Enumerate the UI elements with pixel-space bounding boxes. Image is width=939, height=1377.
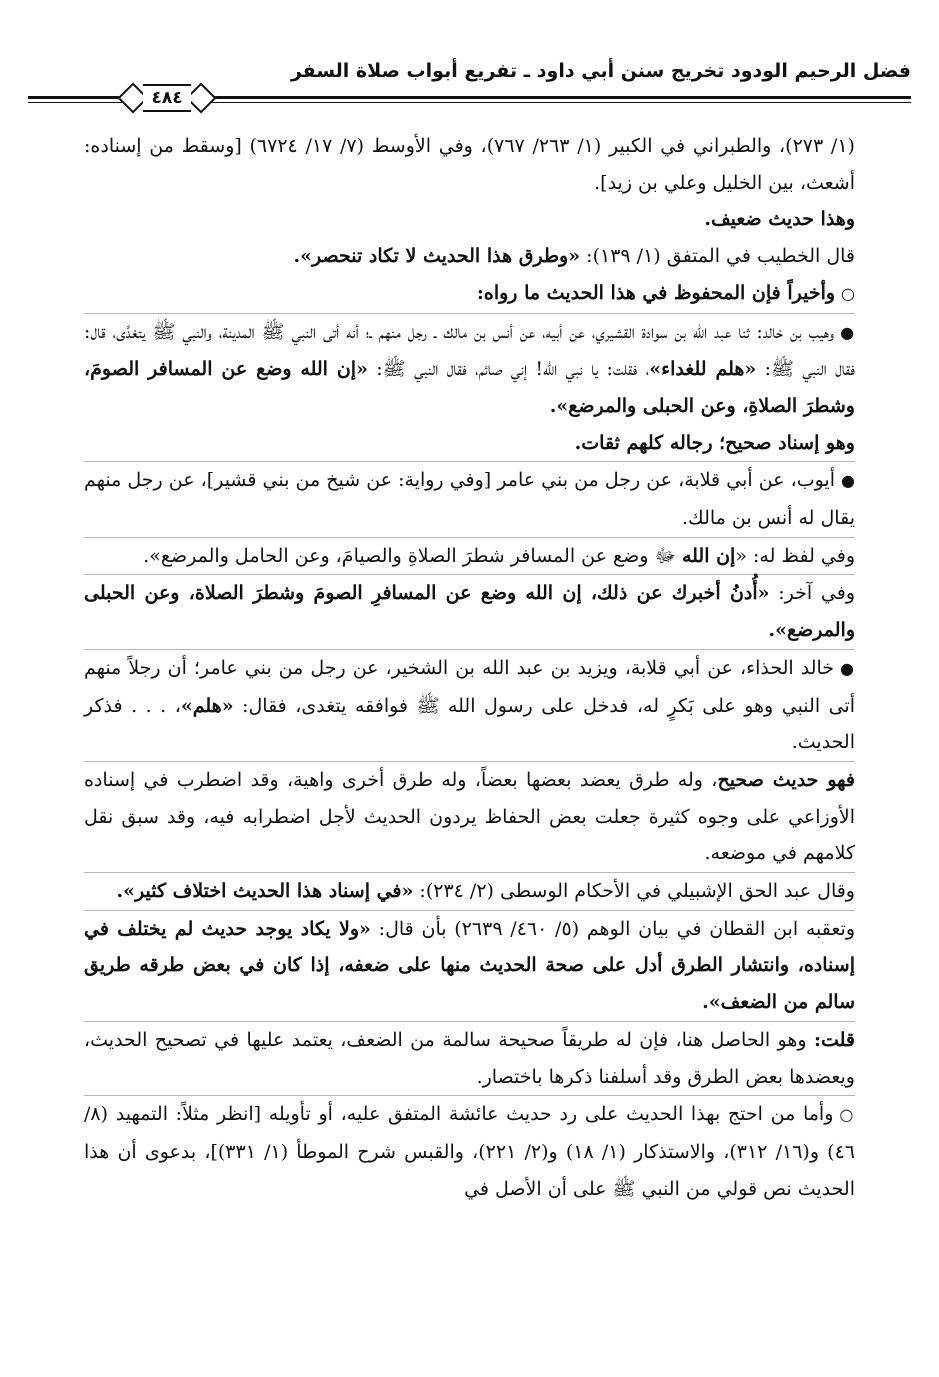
paragraph-14 — [84, 1021, 855, 1095]
paragraph-text: قال الخطيب في المتفق (١/ ١٣٩): — [580, 245, 855, 268]
filled-circle-bullet-icon: ● — [840, 658, 855, 678]
paragraph-text: ، . . . فذكر الحديث. — [84, 694, 855, 754]
page-number-ornament — [124, 84, 210, 112]
quote-text: «ولا يكاد يوجد حديث لم يختلف في إسناده، وانتشار الطرق أدل على صحة الحديث منها على ضعفه، إذا كان في بعض طرقه طريق سالم من الضعف». — [84, 917, 855, 1014]
paragraph-2 — [84, 201, 855, 238]
paragraph-text: أيوب، عن أبي قلابة، عن رجل من بني عامر [وفي رواية: عن شيخ من بني قشير]، عن رجل منهم يقال له أنس بن مالك. — [84, 469, 855, 530]
paragraph-text: خالد الحذاء، عن أبي قلابة، ويزيد بن عبد الله بن الشخير، عن رجل من بني عامر؛ أن رجلاً منهم أتى النبي وهو على بَكرٍ له، فدخل على رسول الله ﷺ فوافقه يتغدى، فقال: — [84, 656, 856, 717]
hollow-circle-bullet-icon: ○ — [839, 1105, 855, 1125]
page-number: ٤٨٤ — [143, 84, 190, 112]
quote-text: «إن الله وضع عن المسافر الصومَ، وشطرَ الصلاةِ، وعن الحبلى والمرضع». — [84, 358, 855, 417]
paragraph-text: وفي لفظ له: « — [735, 544, 855, 567]
paragraph-9 — [84, 574, 855, 648]
hollow-circle-bullet-icon: ○ — [841, 283, 855, 303]
paragraph-text: وهو الحاصل هنا، فإن له طريقاً صحيحة سالمة من الضعف، يعتمد عليها في تصحيح الحديث، ويعضدها بعض الطرق وقد أسلفنا ذكرها باختصار. — [84, 1028, 855, 1088]
quote-text: إن الله — [681, 544, 736, 567]
paragraph-text: وأما من احتج بهذا الحديث على رد حديث عائشة المتفق عليه، أو تأويله [انظر مثلاً: التمهيد (٨/ ٤٦) و(١٦/ ٣١٢)، والاستذكار (١/ ١٨) و(٢/ ٢٢١)، والقبس شرح الموطأ (١/ ٣٣١)]، بدعوى أن هذا الحديث نص قولي من النبي ﷺ على أن الأصل في — [84, 1103, 856, 1200]
quote-text: «هلم» — [180, 694, 234, 717]
paragraph-1 — [84, 128, 855, 201]
paragraph-text: وأخيراً فإن المحفوظ في هذا الحديث ما رواه: — [476, 281, 836, 304]
paragraph-text: وهو إسناد صحيح؛ رجاله كلهم ثقات. — [574, 431, 855, 454]
paragraph-4 — [84, 275, 855, 313]
paragraph-text: (١/ ٢٧٣)، والطبراني في الكبير (١/ ٢٦٣/ ٧٦٧)، وفي الأوسط (٧/ ١٧/ ٦٧٢٤) [وسقط من إسناده: أشعث، بين الخليل وعلي بن زيد]. — [84, 135, 855, 194]
paragraph-3 — [84, 238, 855, 275]
paragraph-13 — [84, 910, 855, 1021]
filled-circle-bullet-icon: ● — [840, 322, 855, 342]
paragraph-text: وقال عبد الحق الإشبيلي في الأحكام الوسطى (٢/ ٢٣٤): — [413, 880, 855, 903]
paragraph-text: وهذا حديث ضعيف. — [704, 208, 855, 231]
paragraph-6 — [84, 425, 855, 462]
paragraph-10 — [84, 649, 855, 761]
paragraph-text: وفي آخر: — [769, 582, 855, 605]
quote-text: «هلم للغداء» — [649, 358, 757, 381]
paragraph-11 — [84, 761, 855, 872]
qultu-label: قلت: — [813, 1028, 855, 1051]
header-title: فضل الرحيم الودود تخريج سنن أبي داود ـ تفريع أبواب صلاة السفر — [290, 60, 911, 82]
paragraph-15 — [84, 1095, 855, 1207]
paragraph-7 — [84, 461, 855, 536]
filled-circle-bullet-icon: ● — [840, 471, 855, 491]
quote-text: «أُدنُ أخبرك عن ذلك، إن الله وضع عن المسافرِ الصومَ وشطرَ الصلاة، وعن الحبلى والمرضع». — [84, 582, 855, 642]
running-header — [28, 58, 911, 114]
quote-text: «وطرق هذا الحديث لا تكاد تنحصر». — [293, 245, 581, 268]
paragraph-text: وتعقبه ابن القطان في بيان الوهم (٥/ ٤٦٠/ ٢٦٣٩) بأن قال: — [370, 917, 856, 940]
quote-text: «في إسناد هذا الحديث اختلاف كثير». — [116, 880, 414, 903]
paragraph-text: ، وله طرق يعضد بعضها بعضاً، وله طرق أخرى واهية، وقد اضطرب في إسناده الأوزاعي على وجوه كثيرة جعلت بعض الحفاظ يردون الحديث لأجل اضطرابه فيه، وقد سبق نقل كلامهم في موضعه. — [84, 768, 855, 865]
paragraph-text: وهيب بن خالد: ثنا عبد الله بن سوادة القشيري، عن أبيه، عن أنس بن مالك ـ رجل منهم ـ؛ أنه أتى النبي ﷺ المدينة، والنبي ﷺ يتغدَّى، قال: فقال النبي ﷺ: — [84, 320, 855, 381]
paragraph-12 — [84, 872, 855, 910]
verdict-text: فهو حديث صحيح — [717, 768, 855, 791]
paragraph-8 — [84, 537, 855, 575]
paragraph-5 — [84, 313, 855, 425]
paragraph-text: ﷻ وضع عن المسافر شطرَ الصلاةِ والصيامَ، وعن الحامل والمرضع». — [143, 544, 682, 567]
page-body — [84, 128, 855, 1207]
paragraph-text: ، فقلت: يا نبي الله! إني صائم، فقال النبي ﷺ: — [367, 358, 650, 381]
